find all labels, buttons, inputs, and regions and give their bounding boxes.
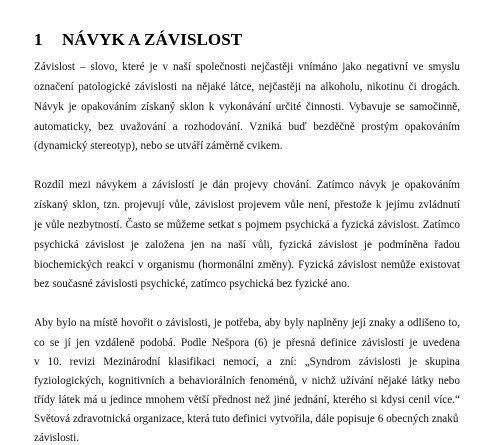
chapter-heading [34, 30, 242, 50]
paragraph-2-line-1: Rozdíl mezi návykem a závislostí je dán projevy chování. Zatímco návyk je opakováním [34, 179, 460, 191]
paragraph-2-line-3: je vůle nezbytností. Často se můžeme setkat s pojmem psychická a fyzická závislost. Zatímco [34, 219, 460, 231]
paragraph-1-line-3: Návyk je opakováním získaný sklon k vykonávání určité činnosti. Vybavuje se samočinně, [34, 101, 460, 113]
paragraph-3-line-3: v 10. revizi Mezinárodní klasifikaci nemocí, a zní: „Syndrom závislosti je skupina [34, 356, 460, 368]
paragraph-3-line-6: Světová zdravotnická organizace, která tuto definici vytvořila, dále popisuje 6 obecných znaků [34, 413, 459, 425]
paragraph-3-line-4: fyziologických, kognitivních a behaviorálních fenoménů, v nichž užívání nějaké látky nebo [34, 375, 460, 387]
paragraph-2-line-4: psychická závislost je založena jen na naší vůli, fyzická závislost je podmíněna řadou [34, 239, 460, 251]
paragraph-2-line-2: získaný sklon, tzn. projevují vůle, závislost projevem vůle není, přestože k jejímu zvládnutí [34, 199, 460, 211]
paragraph-1-line-1: Závislost – slovo, které je v naší společnosti nejčastěji vnímáno jako negativní ve smyslu [34, 61, 460, 73]
paragraph-3-line-1: Aby bylo na místě hovořit o závislosti, je potřeba, aby byly naplněny její znaky a odlišeno to, [34, 317, 460, 329]
paragraph-1-line-4: automaticky, bez uvažování a rozhodování. Vzniká buď bezděčně prostým opakováním [34, 121, 460, 133]
paragraph-2-line-6: bez současné závislosti psychické, zatímco psychická bez fyzické ano. [34, 278, 350, 290]
paragraph-3-line-7: závislosti. [34, 432, 80, 444]
paragraph-1-line-5: (dynamický stereotyp), nebo se utváří záměrně cvikem. [34, 140, 283, 152]
paragraph-2-line-5: biochemických reakcí v organismu (hormonální změny). Fyzická závislost nemůže existovat [34, 259, 460, 271]
paragraph-1-line-2: označení patologické závislosti na nějaké látce, nejčastěji na alkoholu, nikotinu či drogách. [34, 81, 460, 93]
paragraph-3-line-2: co se jí jen vzdáleně podobá. Podle Nešpora (6) je přesná definice závislosti je uvedena [34, 337, 460, 349]
chapter-number: 1 [34, 30, 43, 49]
chapter-title: NÁVYK A ZÁVISLOST [62, 30, 243, 49]
paragraph-3-line-5: třídy látek má u jedince mnohem větší přednost než jiné jednání, kterého si kdysi cenil více.“ [34, 394, 460, 406]
